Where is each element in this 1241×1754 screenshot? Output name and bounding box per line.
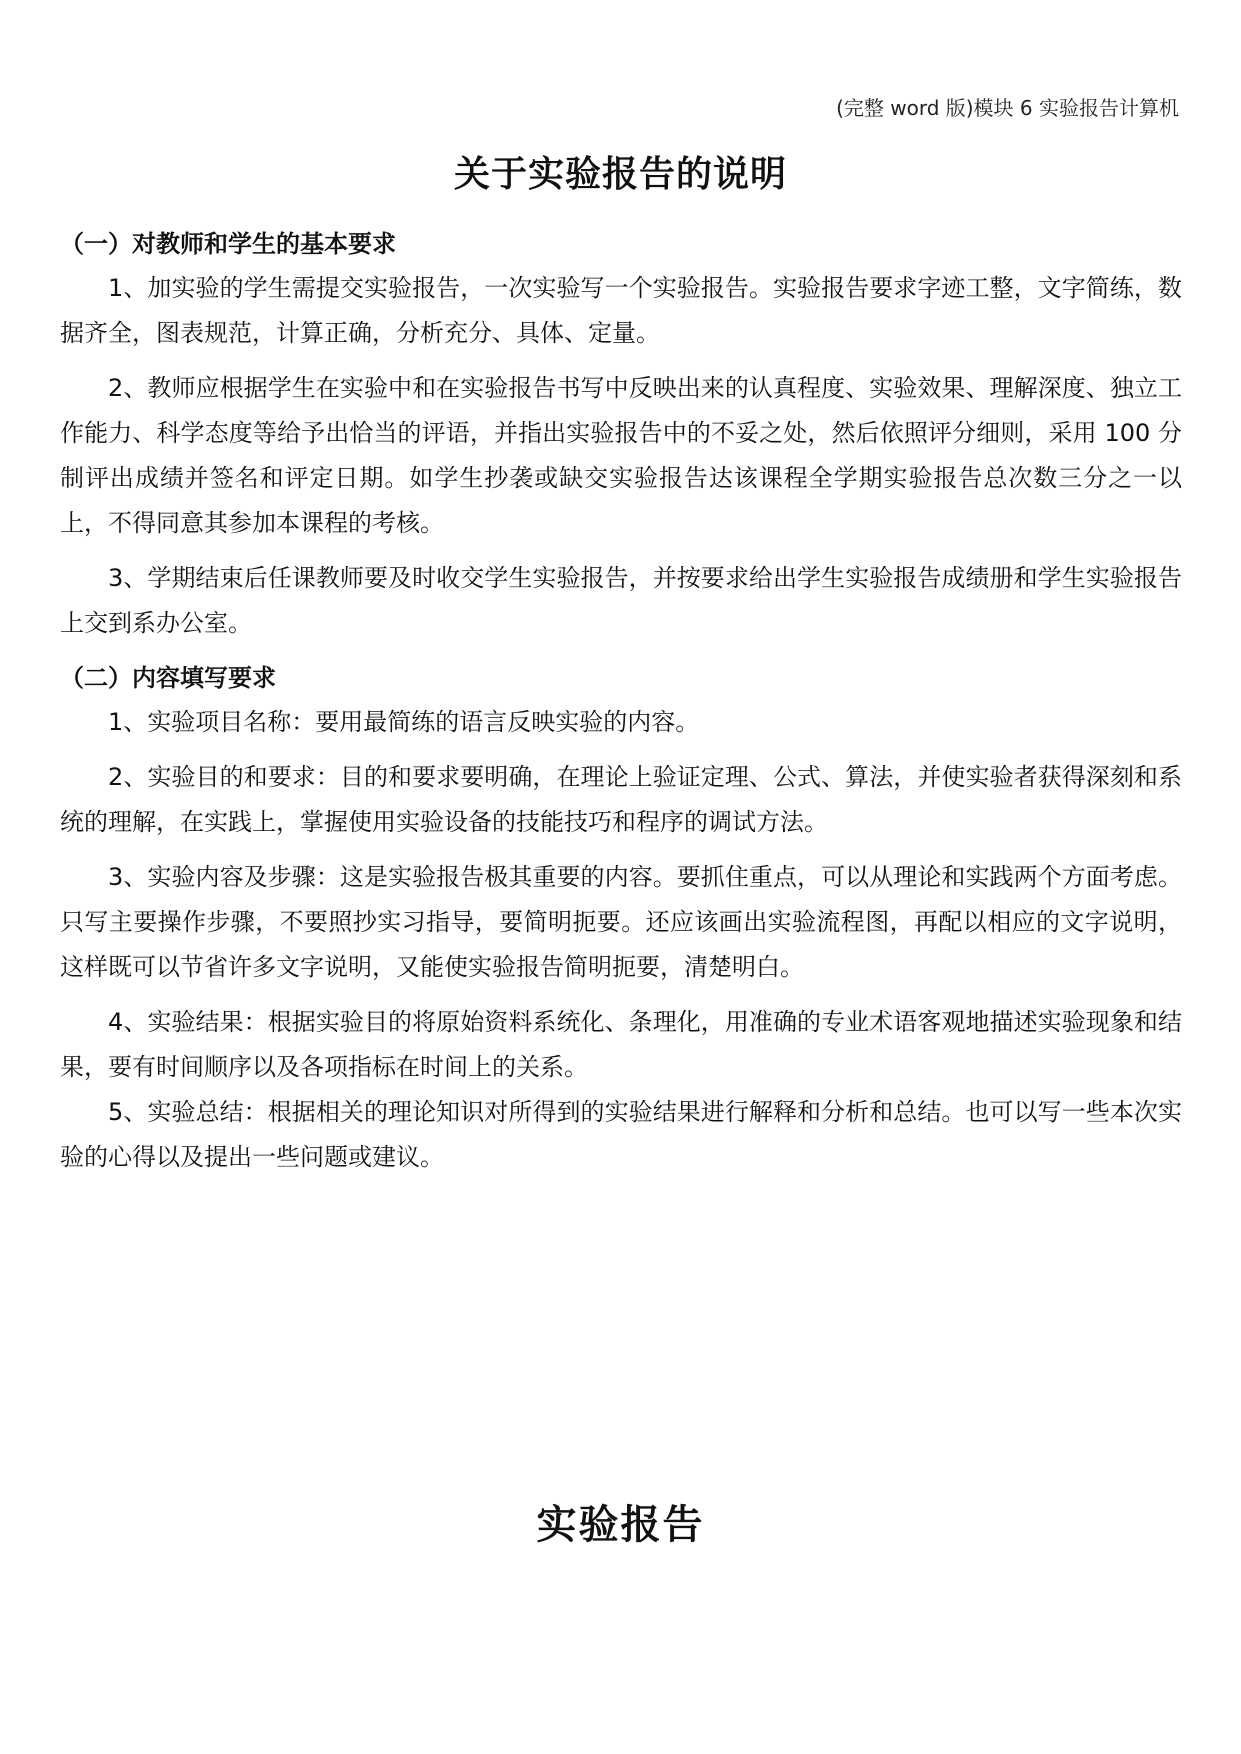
paragraph: 2、教师应根据学生在实验中和在实验报告书写中反映出来的认真程度、实验效果、理解深度、独立工作能力、科学态度等给予出恰当的评语，并指出实验报告中的不妥之处，然后依照评分细则，采用 100 分制评出成绩并签名和评定日期。如学生抄袭或缺交实验报告达该课程全学期实验报告总次数三分之一以上，不得同意其参加本课程的考核。: [60, 374, 1182, 537]
section-content-requirements: [60, 656, 1182, 1180]
paragraph: 1、实验项目名称：要用最简练的语言反映实验的内容。: [108, 708, 700, 736]
running-header: (完整 word 版)模块 6 实验报告计算机: [836, 96, 1179, 120]
section-heading: （二）内容填写要求: [60, 664, 276, 692]
paragraph: 5、实验总结：根据相关的理论知识对所得到的实验结果进行解释和分析和总结。也可以写一些本次实验的心得以及提出一些问题或建议。: [60, 1098, 1182, 1171]
document-body: [60, 222, 1182, 1190]
document-title: 关于实验报告的说明: [453, 154, 787, 195]
report-title: 实验报告: [536, 1502, 705, 1548]
paragraph: 2、实验目的和要求：目的和要求要明确，在理论上验证定理、公式、算法，并使实验者获得深刻和系统的理解，在实践上，掌握使用实验设备的技能技巧和程序的调试方法。: [60, 763, 1182, 836]
paragraph: 1、加实验的学生需提交实验报告，一次实验写一个实验报告。实验报告要求字迹工整，文字简练，数据齐全，图表规范，计算正确，分析充分、具体、定量。: [60, 274, 1182, 347]
section-basic-requirements: [60, 222, 1182, 646]
section-heading: （一）对教师和学生的基本要求: [60, 230, 396, 258]
paragraph: 4、实验结果：根据实验目的将原始资料系统化、条理化，用准确的专业术语客观地描述实验现象和结果，要有时间顺序以及各项指标在时间上的关系。: [60, 1008, 1182, 1081]
paragraph: 3、实验内容及步骤：这是实验报告极其重要的内容。要抓住重点，可以从理论和实践两个方面考虑。只写主要操作步骤，不要照抄实习指导，要简明扼要。还应该画出实验流程图，再配以相应的文字说明，这样既可以节省许多文字说明，又能使实验报告简明扼要，清楚明白。: [60, 863, 1182, 981]
paragraph: 3、学期结束后任课教师要及时收交学生实验报告，并按要求给出学生实验报告成绩册和学生实验报告上交到系办公室。: [60, 564, 1182, 637]
